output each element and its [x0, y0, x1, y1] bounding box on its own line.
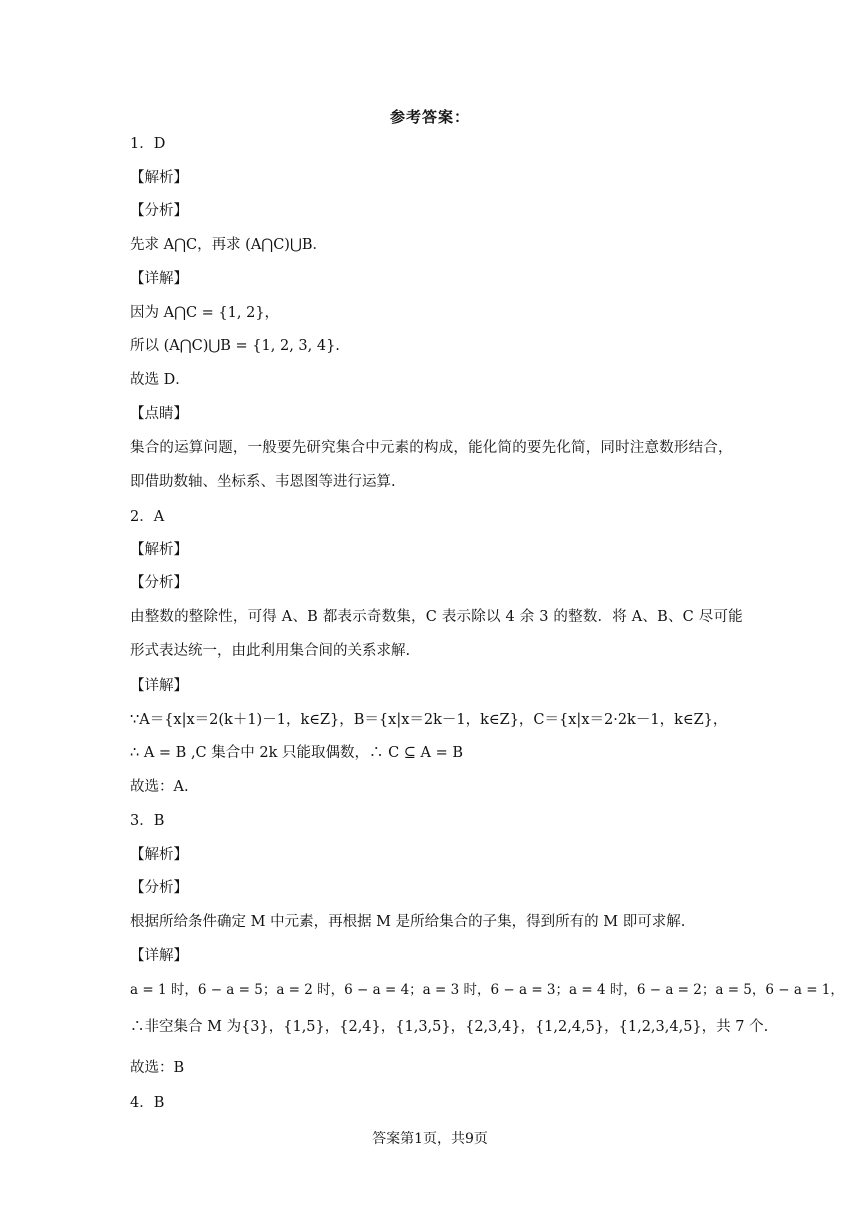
section-label-jiexi: 【解析】 [130, 170, 188, 186]
detail-text: a = 1 时，6 − a = 5；a = 2 时，6 − a = 4；a = 3 时，6 − a = 3；a = 4 时，6 − a = 2；a = 5，6 − a = 1， [130, 982, 844, 998]
analysis-text: 形式表达统一，由此利用集合间的关系求解. [130, 643, 411, 659]
choice-text: 故选 D． [130, 372, 190, 388]
answer-number-1: 1．D [130, 136, 166, 152]
section-label-jiexi: 【解析】 [130, 542, 188, 558]
page-title: 参考答案： [389, 108, 470, 126]
choice-text: 故选：A. [130, 779, 189, 795]
analysis-text: 根据所给条件确定 M 中元素，再根据 M 是所给集合的子集，得到所有的 M 即可求解. [130, 914, 686, 930]
section-label-jiexi: 【解析】 [130, 847, 188, 863]
section-label-xiangjie: 【详解】 [130, 678, 188, 694]
section-label-fenxi: 【分析】 [130, 575, 188, 591]
detail-text: 所以 (A⋂C)⋃B = {1, 2, 3, 4}. [130, 338, 340, 354]
page-footer: 答案第1页，共9页 [372, 1131, 488, 1147]
section-label-dianjing: 【点睛】 [130, 406, 188, 422]
comment-text: 集合的运算问题，一般要先研究集合中元素的构成，能化简的要先化简，同时注意数形结合， [130, 440, 733, 456]
detail-text: ∵A＝{x|x＝2(k＋1)－1，k∈Z}，B＝{x|x＝2k－1，k∈Z}，C＝{x|x＝2·2k－1，k∈Z}， [130, 712, 728, 728]
choice-text: 故选：B [130, 1060, 185, 1076]
section-label-fenxi: 【分析】 [130, 880, 188, 896]
section-label-xiangjie: 【详解】 [130, 271, 188, 287]
analysis-text: 先求 A⋂C，再求 (A⋂C)⋃B． [130, 237, 328, 253]
section-label-xiangjie: 【详解】 [130, 948, 188, 964]
comment-text: 即借助数轴、坐标系、韦恩图等进行运算. [130, 474, 396, 490]
answer-number-2: 2．A [130, 509, 165, 525]
section-label-fenxi: 【分析】 [130, 203, 188, 219]
detail-text: ∴ A = B ,C 集合中 2k 只能取偶数，∴ C ⊆ A = B [130, 745, 464, 761]
detail-text: 因为 A⋂C = {1, 2}， [130, 305, 280, 321]
detail-text: ∴非空集合 M 为{3}，{1,5}，{2,4}，{1,3,5}，{2,3,4}，{1,2,4,5}，{1,2,3,4,5}，共 7 个. [130, 1019, 769, 1035]
answer-number-3: 3．B [130, 813, 165, 829]
analysis-text: 由整数的整除性，可得 A、B 都表示奇数集，C 表示除以 4 余 3 的整数．将 A、B、C 尽可能 [130, 609, 743, 625]
answer-number-4: 4．B [130, 1095, 165, 1111]
